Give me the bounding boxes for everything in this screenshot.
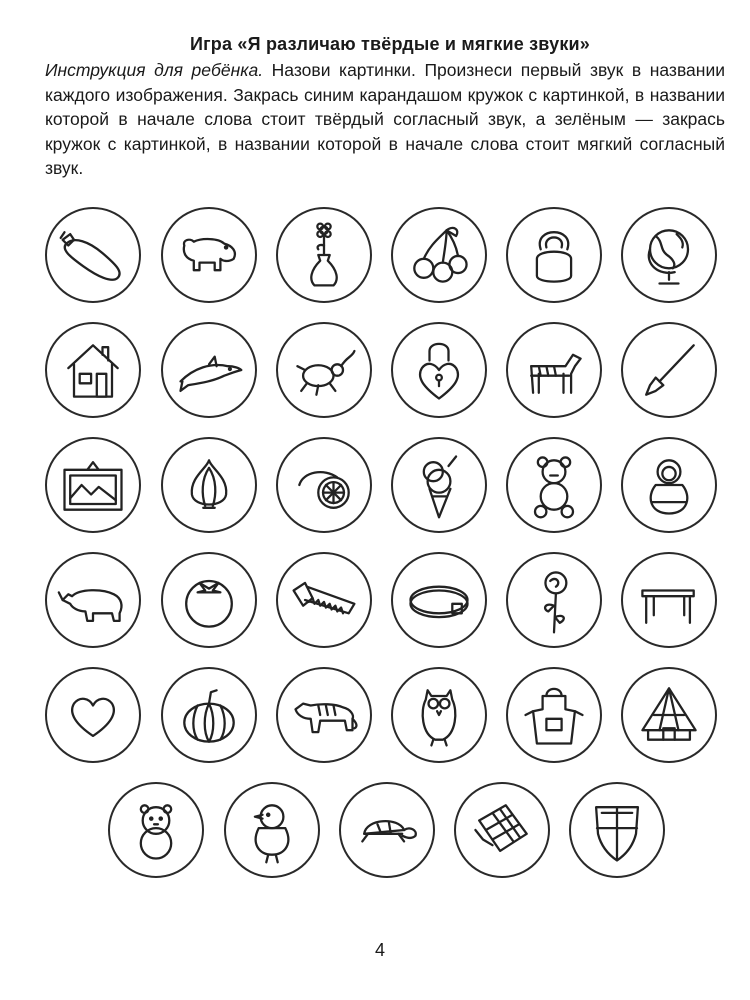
- paintbrush-icon: [631, 332, 707, 408]
- picture-circle[interactable]: [506, 667, 602, 763]
- picture-circle[interactable]: [161, 667, 257, 763]
- hamster-icon: [118, 792, 194, 868]
- picture-circle[interactable]: [391, 437, 487, 533]
- roly-poly-doll-icon: [631, 447, 707, 523]
- picture-circle[interactable]: [161, 552, 257, 648]
- picture-circle[interactable]: [621, 207, 717, 303]
- beetle-icon: [286, 332, 362, 408]
- tiger-icon: [286, 677, 362, 753]
- shield-icon: [579, 792, 655, 868]
- chick-icon: [234, 792, 310, 868]
- picture-circle[interactable]: [391, 322, 487, 418]
- instruction-paragraph: [45, 58, 725, 181]
- picture-circle[interactable]: [621, 552, 717, 648]
- vase-with-flower-icon: [286, 217, 362, 293]
- picture-circle[interactable]: [454, 782, 550, 878]
- saw-icon: [286, 562, 362, 638]
- picture-circle[interactable]: [45, 322, 141, 418]
- picture-circle[interactable]: [506, 437, 602, 533]
- picture-circle[interactable]: [506, 207, 602, 303]
- chocolate-bar-icon: [464, 792, 540, 868]
- picture-circle[interactable]: [569, 782, 665, 878]
- picture-circle[interactable]: [276, 667, 372, 763]
- cherries-icon: [401, 217, 477, 293]
- picture-circle[interactable]: [621, 322, 717, 418]
- page-number: 4: [374, 940, 385, 960]
- picture-circle[interactable]: [339, 782, 435, 878]
- dolphin-icon: [171, 332, 247, 408]
- picture-circle[interactable]: [506, 552, 602, 648]
- picture-circle[interactable]: [161, 437, 257, 533]
- globe-icon: [631, 217, 707, 293]
- picture-circle[interactable]: [161, 207, 257, 303]
- rhinoceros-icon: [55, 562, 131, 638]
- picture-circle[interactable]: [45, 207, 141, 303]
- picture-circle[interactable]: [45, 667, 141, 763]
- heart-icon: [55, 677, 131, 753]
- picture-circle[interactable]: [108, 782, 204, 878]
- pumpkin-icon: [171, 677, 247, 753]
- belt-icon: [401, 562, 477, 638]
- teddy-bear-icon: [516, 447, 592, 523]
- framed-painting-icon: [55, 447, 131, 523]
- onion-icon: [171, 447, 247, 523]
- apron-icon: [516, 677, 592, 753]
- picture-circle[interactable]: [276, 322, 372, 418]
- worksheet-title: Игра «Я различаю твёрдые и мягкие звуки»: [189, 34, 591, 54]
- picture-circle[interactable]: [276, 437, 372, 533]
- table-icon: [631, 562, 707, 638]
- picture-circle[interactable]: [621, 667, 717, 763]
- picture-circle[interactable]: [161, 322, 257, 418]
- picture-circle[interactable]: [506, 322, 602, 418]
- picture-circle[interactable]: [621, 437, 717, 533]
- picture-circle[interactable]: [45, 437, 141, 533]
- turtle-icon: [349, 792, 425, 868]
- instruction-lead: Инструкция для ребёнка.: [45, 60, 264, 80]
- instruction-text: Назови картинки. Произнеси первый звук в названии каждого изображения. Закрась синим карандашом кружок с картинкой, в названии которой в начале слова стоит твёрдый согласный звук, а зелёным — закрась кружок с картинкой, в названии которой в начале слова стоит мягкий согласный звук.: [45, 60, 725, 178]
- padlock-icon: [401, 332, 477, 408]
- hippopotamus-icon: [171, 217, 247, 293]
- hut-icon: [631, 677, 707, 753]
- picture-circle[interactable]: [224, 782, 320, 878]
- picture-circle[interactable]: [391, 207, 487, 303]
- rose-icon: [516, 562, 592, 638]
- picture-circle[interactable]: [391, 667, 487, 763]
- picture-circle[interactable]: [391, 552, 487, 648]
- picture-circle[interactable]: [45, 552, 141, 648]
- zebra-icon: [516, 332, 592, 408]
- picture-circle[interactable]: [276, 207, 372, 303]
- ice-cream-icon: [401, 447, 477, 523]
- owl-icon: [401, 677, 477, 753]
- picture-circle[interactable]: [276, 552, 372, 648]
- kettlebell-icon: [516, 217, 592, 293]
- lemon-icon: [286, 447, 362, 523]
- tomato-icon: [171, 562, 247, 638]
- house-icon: [55, 332, 131, 408]
- eggplant-icon: [55, 217, 131, 293]
